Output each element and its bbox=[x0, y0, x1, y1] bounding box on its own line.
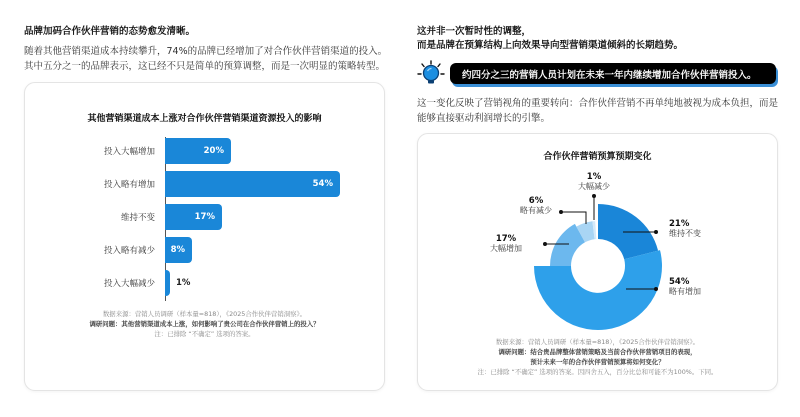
bar-label: 维持不变 bbox=[120, 213, 155, 223]
bar bbox=[165, 171, 340, 197]
donut-label-large-decrease: 1% 大幅减少 bbox=[578, 172, 610, 191]
donut-label-slight-increase: 54% 略有增加 bbox=[669, 277, 701, 296]
source-text: 数据来源：营销人员调研（样本量=818），《2025合作伙伴营销洞察》。 bbox=[102, 310, 307, 318]
donut-chart-source-notes bbox=[418, 337, 777, 377]
callout-text: 约四分之三的营销人员计划在未来一年内继续增加合作伙伴营销投入。 bbox=[462, 69, 757, 81]
left-paragraph-line-1: 随着其他营销渠道成本持续攀升，74%的品牌已经增加了对合作伙伴营销渠道的投入。 bbox=[24, 46, 388, 57]
bar-chart-source-notes bbox=[25, 309, 384, 339]
right-paragraph-line-2: 能够直接驱动利润增长的引擎。 bbox=[417, 113, 551, 124]
bar-value: 54% bbox=[312, 179, 333, 189]
key-insight-callout bbox=[450, 63, 776, 84]
right-heading bbox=[417, 25, 683, 53]
donut-label-large-increase: 17% 大幅增加 bbox=[490, 234, 522, 253]
bar-value: 17% bbox=[194, 212, 215, 222]
bar-row bbox=[35, 171, 340, 197]
note-text: 注：已排除 “不确定” 选项的答案。 bbox=[154, 330, 255, 338]
bar-value: 20% bbox=[203, 146, 224, 156]
right-paragraph bbox=[417, 96, 787, 126]
question-text: 调研问题：其他营销渠道成本上涨，如何影响了贵公司在合作伙伴营销上的投入？ bbox=[89, 320, 320, 328]
bar-chart-plot bbox=[35, 137, 375, 307]
bar-value: 8% bbox=[170, 245, 185, 255]
note-text: 注：已排除 “不确定” 选项的答案。因四舍五入，百分比总和可能不为100%。下同。 bbox=[477, 368, 718, 376]
bar-label: 投入大幅增加 bbox=[103, 147, 155, 157]
donut-label-unchanged: 21% 维持不变 bbox=[669, 219, 701, 238]
bar-row bbox=[35, 270, 191, 296]
right-heading-line-2: 而是品牌在预算结构上向效果导向型营销渠道倾斜的长期趋势。 bbox=[417, 40, 684, 51]
question-text-line-2: 预计未来一年的合作伙伴营销预算将如何变化？ bbox=[530, 358, 665, 366]
bar-row bbox=[35, 138, 231, 164]
bar-row bbox=[35, 237, 192, 263]
question-text-line-1: 调研问题：结合贵品牌整体营销策略及当前合作伙伴营销项目的表现， bbox=[498, 348, 697, 356]
donut-chart-title: 合作伙伴营销预算预期变化 bbox=[543, 152, 652, 162]
source-text: 数据来源：营销人员调研（样本量=818），《2025合作伙伴营销洞察》。 bbox=[495, 338, 700, 346]
bar-chart-card bbox=[24, 82, 385, 391]
bar bbox=[165, 237, 192, 263]
bar-value: 1% bbox=[176, 278, 191, 288]
donut-chart-card bbox=[417, 133, 778, 391]
bar bbox=[165, 204, 222, 230]
bar bbox=[165, 270, 191, 296]
bar-row bbox=[35, 204, 222, 230]
bar-chart-title: 其他营销渠道成本上涨对合作伙伴营销渠道资源投入的影响 bbox=[87, 114, 322, 124]
donut-chart bbox=[418, 134, 777, 334]
left-heading: 品牌加码合作伙伴营销的态势愈发清晰。 bbox=[24, 26, 196, 37]
donut-label-slight-decrease: 6% 略有减少 bbox=[520, 196, 552, 215]
bar-label: 投入大幅减少 bbox=[103, 279, 155, 289]
bar bbox=[165, 138, 231, 164]
right-paragraph-line-1: 这一变化反映了营销视角的重要转向：合作伙伴营销不再单纯地被视为成本负担，而是 bbox=[417, 98, 779, 109]
bar-label: 投入略有增加 bbox=[103, 180, 155, 190]
right-heading-line-1: 这并非一次暂时性的调整， bbox=[417, 26, 532, 37]
bar-label: 投入略有减少 bbox=[103, 246, 155, 256]
left-paragraph-line-2: 其中五分之一的品牌表示，这已经不只是简单的预算调整，而是一次明显的策略转型。 bbox=[24, 61, 386, 72]
lightbulb-icon bbox=[417, 60, 445, 88]
left-paragraph bbox=[24, 44, 394, 74]
